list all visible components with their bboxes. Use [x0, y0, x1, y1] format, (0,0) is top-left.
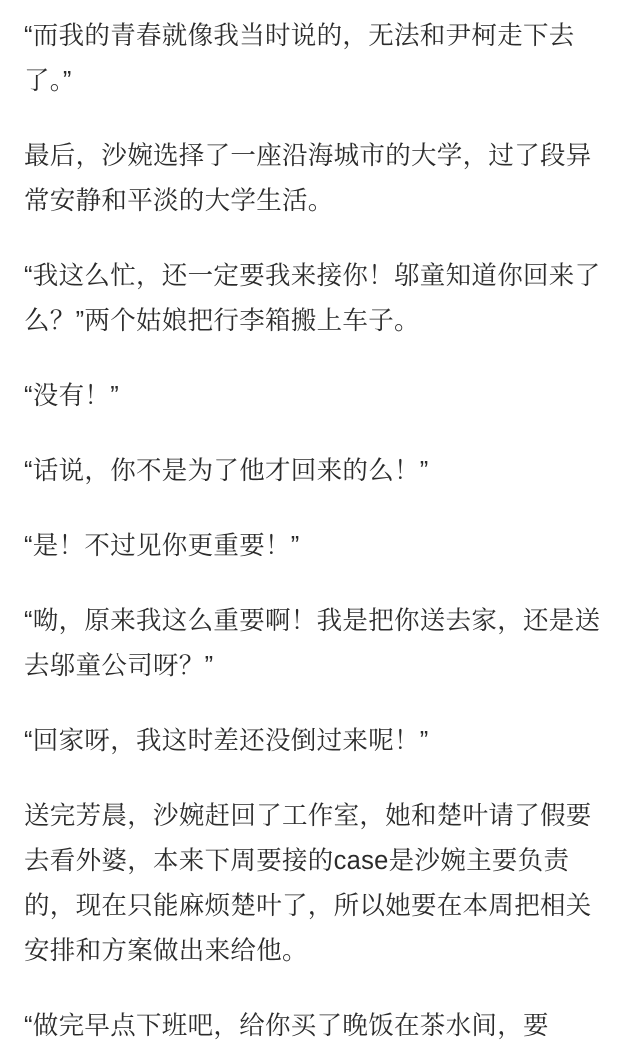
- paragraph: “话说，你不是为了他才回来的么！”: [24, 457, 429, 485]
- paragraph: 送完芳晨，沙婉赶回了工作室，她和楚叶请了假要去看外婆，本来下周要接的case是沙婉主要负责的，现在只能麻烦楚叶了，所以她要在本周把相关安排和方案做出来给他。: [24, 802, 592, 965]
- paragraph: 最后，沙婉选择了一座沿海城市的大学，过了段异常安静和平淡的大学生活。: [24, 142, 592, 215]
- paragraph: “而我的青春就像我当时说的，无法和尹柯走下去了。”: [24, 22, 575, 95]
- paragraph: “我这么忙，还一定要我来接你！邬童知道你回来了么？”两个姑娘把行李箱搬上车子。: [24, 262, 601, 335]
- paragraph: “回家呀，我这时差还没倒过来呢！”: [24, 727, 429, 755]
- paragraph: “没有！”: [24, 382, 119, 410]
- paragraph: “呦，原来我这么重要啊！我是把你送去家，还是送去邬童公司呀？”: [24, 607, 601, 680]
- paragraph: “做完早点下班吧，给你买了晚饭在茶水间，要: [24, 1012, 549, 1040]
- paragraph: “是！不过见你更重要！”: [24, 532, 300, 560]
